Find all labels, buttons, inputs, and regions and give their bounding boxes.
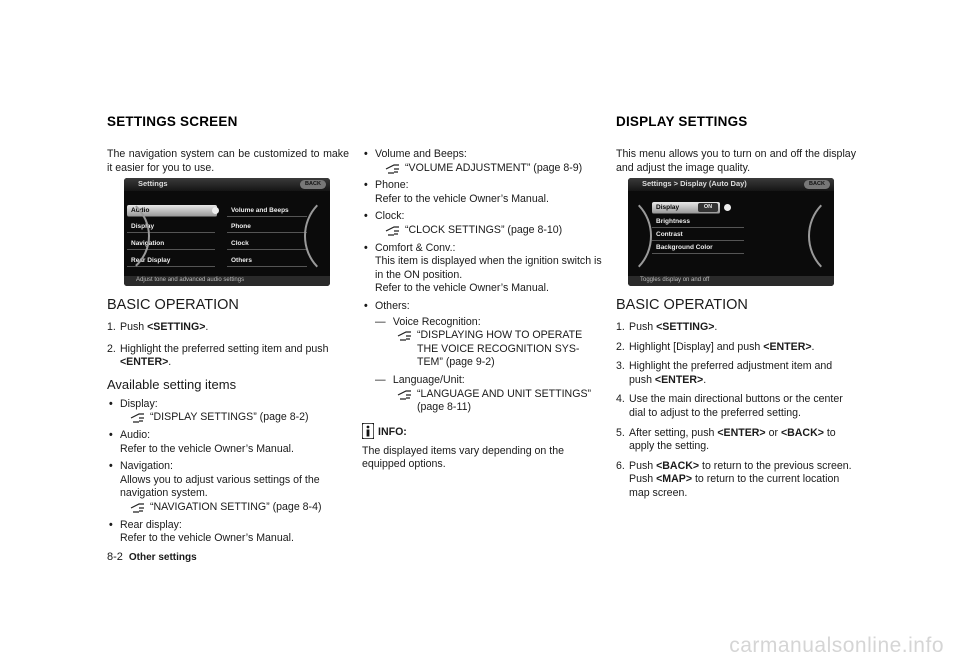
back-button-image: BACK (804, 180, 830, 189)
step-text: to return to the current location map screen. (629, 473, 840, 499)
menu-item-display: Display (127, 221, 215, 233)
dial-arc-right (808, 192, 834, 280)
reference (120, 501, 349, 515)
display-steps (616, 321, 856, 501)
key-label: <ENTER> (717, 426, 766, 439)
dash: — (375, 373, 386, 386)
column-3 (616, 148, 856, 175)
screen-title-bar (124, 178, 330, 191)
item-label: Phone: (375, 179, 409, 192)
bullet: • (109, 518, 113, 531)
item-comfort (362, 242, 602, 296)
step-number: 2. (107, 342, 116, 355)
item-navigation (107, 460, 349, 514)
menu-item-volume: Volume and Beeps (227, 205, 307, 217)
reference (120, 411, 349, 425)
item-label: Navigation: (120, 460, 173, 473)
item-label: Comfort & Conv.: (375, 241, 456, 254)
item-others (362, 300, 602, 415)
step-2 (616, 341, 856, 355)
item-rear-display (107, 519, 349, 546)
column-1-lower (107, 297, 349, 550)
reference-text: “DISPLAYING HOW TO OPERATE THE VOICE RECOGNITION SYS-TEM” (page 9-2) (417, 329, 583, 369)
bullet: • (364, 299, 368, 312)
step-text: to return to the previous screen. Push (629, 459, 852, 486)
info-icon (362, 423, 374, 439)
reference-text: “VOLUME ADJUSTMENT” (page 8-9) (405, 161, 583, 174)
reference (387, 388, 602, 415)
bullet: • (109, 397, 113, 410)
step-text-end: . (168, 356, 172, 369)
step-text: Push (629, 459, 657, 472)
back-button-image: BACK (300, 180, 326, 189)
step-6 (616, 460, 856, 501)
item-clock (362, 210, 602, 237)
info-label: INFO: (378, 425, 407, 438)
reference (375, 224, 602, 238)
step-text: . (703, 373, 707, 386)
key-label: <ENTER> (120, 356, 169, 369)
item-display (107, 398, 349, 425)
column-3-lower (616, 297, 856, 507)
settings-screen-image (124, 178, 330, 286)
step-1 (616, 321, 856, 335)
step-number: 1. (107, 321, 116, 333)
step-text-end: . (205, 321, 209, 333)
reference (387, 329, 602, 370)
reference-text: “CLOCK SETTINGS” (page 8-10) (405, 223, 563, 236)
toggle-on: ON (698, 203, 718, 212)
key-label: <ENTER> (763, 340, 812, 353)
step-text: Push (120, 321, 148, 333)
reference-text: “NAVIGATION SETTING” (page 8-4) (150, 500, 322, 513)
item-label: Rear display: (120, 518, 182, 531)
display-screen-image (628, 178, 834, 286)
item-volume (362, 148, 602, 175)
screen-footer-text: Adjust tone and advanced audio settings (136, 277, 245, 283)
item-text: Refer to the vehicle Owner’s Manual. (375, 192, 549, 205)
reference-hand-icon (397, 330, 412, 342)
reference-text: “LANGUAGE AND UNIT SETTINGS” (page 8-11) (417, 387, 592, 414)
dash: — (375, 315, 386, 328)
step-text: . (811, 340, 815, 353)
menu-item-rear-display: Rear Display (127, 255, 215, 267)
item-label: Clock: (375, 210, 405, 223)
menu-item-audio: Audio (127, 205, 217, 217)
step-4 (616, 393, 856, 420)
column-2 (362, 148, 602, 472)
step-text: Highlight the preferred adjustment item and push (629, 360, 833, 386)
step-number: 6. (616, 459, 625, 472)
item-label: Display: (120, 397, 158, 410)
item-label: Others: (375, 299, 410, 312)
info-text: The displayed items vary depending on the equipped options. (362, 444, 564, 471)
step-number: 2. (616, 340, 625, 353)
item-text: Refer to the vehicle Owner’s Manual. (120, 532, 294, 545)
knob-icon (724, 204, 731, 211)
step-2 (107, 343, 349, 370)
item-text: This item is displayed when the ignition switch is in the ON position. Refer to the vehicle Owner’s Manual. (375, 255, 602, 295)
step-1 (107, 321, 349, 335)
step-number: 1. (616, 321, 625, 333)
step-text: . (714, 321, 718, 333)
key-label: <BACK> (780, 426, 824, 439)
screen-title: Settings > Display (Auto Day) (642, 179, 747, 188)
dial-arc-right (304, 192, 330, 280)
item-audio (107, 429, 349, 456)
screen-title-bar (628, 178, 834, 191)
step-text: Push (629, 321, 657, 333)
step-3 (616, 360, 856, 387)
sub-label: Voice Recognition: (392, 315, 481, 328)
menu-item-clock: Clock (227, 238, 307, 250)
step-5 (616, 427, 856, 454)
step-text: Use the main directional buttons or the center dial to adjust to the preferred setting. (629, 393, 843, 419)
reference-hand-icon (385, 163, 400, 175)
reference (375, 162, 602, 176)
screen-footer (124, 276, 330, 286)
bullet: • (109, 428, 113, 441)
step-text: Highlight the preferred setting item and push (120, 342, 329, 355)
bullet: • (364, 210, 368, 223)
screen-footer-text: Toggles display on and off (640, 277, 710, 283)
screen-title: Settings (138, 179, 168, 188)
sub-voice (375, 316, 602, 370)
step-number: 5. (616, 426, 625, 439)
bullet: • (364, 148, 368, 160)
step-text: or (765, 426, 781, 439)
available-items-heading: Available setting items (107, 376, 237, 392)
menu-item-brightness: Brightness (652, 216, 744, 228)
menu-item-navigation: Navigation (127, 238, 215, 250)
reference-hand-icon (397, 389, 412, 401)
menu-item-background-color: Background Color (652, 242, 744, 254)
key-label: <ENTER> (654, 373, 704, 386)
menu-item-others: Others (227, 255, 307, 267)
step-text: to apply the setting. (629, 426, 836, 453)
intro-text: The navigation system can be customized to make it easier for you to use. (107, 148, 349, 174)
reference-hand-icon (130, 412, 145, 424)
bullet: • (364, 241, 368, 254)
dial-arc-left (628, 192, 652, 280)
reference-text: “DISPLAY SETTINGS” (page 8-2) (150, 411, 309, 424)
key-label: <SETTING> (147, 321, 206, 333)
reference-hand-icon (130, 502, 145, 514)
sub-language (375, 374, 602, 415)
basic-operation-heading: BASIC OPERATION (107, 297, 239, 313)
item-label: Volume and Beeps: (375, 148, 467, 160)
column-1 (107, 148, 349, 175)
item-phone (362, 179, 602, 206)
step-number: 3. (616, 360, 625, 373)
info-heading (362, 423, 602, 441)
basic-operation-heading: BASIC OPERATION (616, 297, 748, 313)
page-footer (107, 551, 197, 563)
screen-footer (628, 276, 834, 286)
menu-item-contrast: Contrast (652, 229, 744, 241)
bullet: • (364, 179, 368, 192)
display-settings-title: DISPLAY SETTINGS (616, 114, 748, 129)
section-name: Other settings (128, 552, 197, 563)
settings-screen-title: SETTINGS SCREEN (107, 114, 238, 129)
step-number: 4. (616, 393, 625, 406)
item-label: Audio: (120, 428, 151, 441)
item-text: Allows you to adjust various settings of the navigation system. (120, 473, 320, 500)
display-intro-text: This menu allows you to turn on and off the display and adjust the image quality. (616, 148, 856, 174)
bullet: • (109, 460, 113, 473)
knob-icon (212, 207, 219, 214)
menu-item-display: Display (652, 202, 720, 214)
sub-label: Language/Unit: (392, 373, 465, 386)
step-text: Highlight [Display] and push (629, 340, 764, 353)
reference-hand-icon (385, 225, 400, 237)
menu-item-phone: Phone (227, 221, 307, 233)
step-text: After setting, push (629, 426, 718, 439)
page-number: 8-2 (107, 551, 123, 563)
key-label: <SETTING> (656, 321, 715, 333)
key-label: <BACK> (656, 459, 700, 472)
key-label: <MAP> (656, 473, 693, 486)
watermark: carmanualsonline.info (729, 634, 944, 657)
item-text: Refer to the vehicle Owner’s Manual. (120, 442, 294, 455)
